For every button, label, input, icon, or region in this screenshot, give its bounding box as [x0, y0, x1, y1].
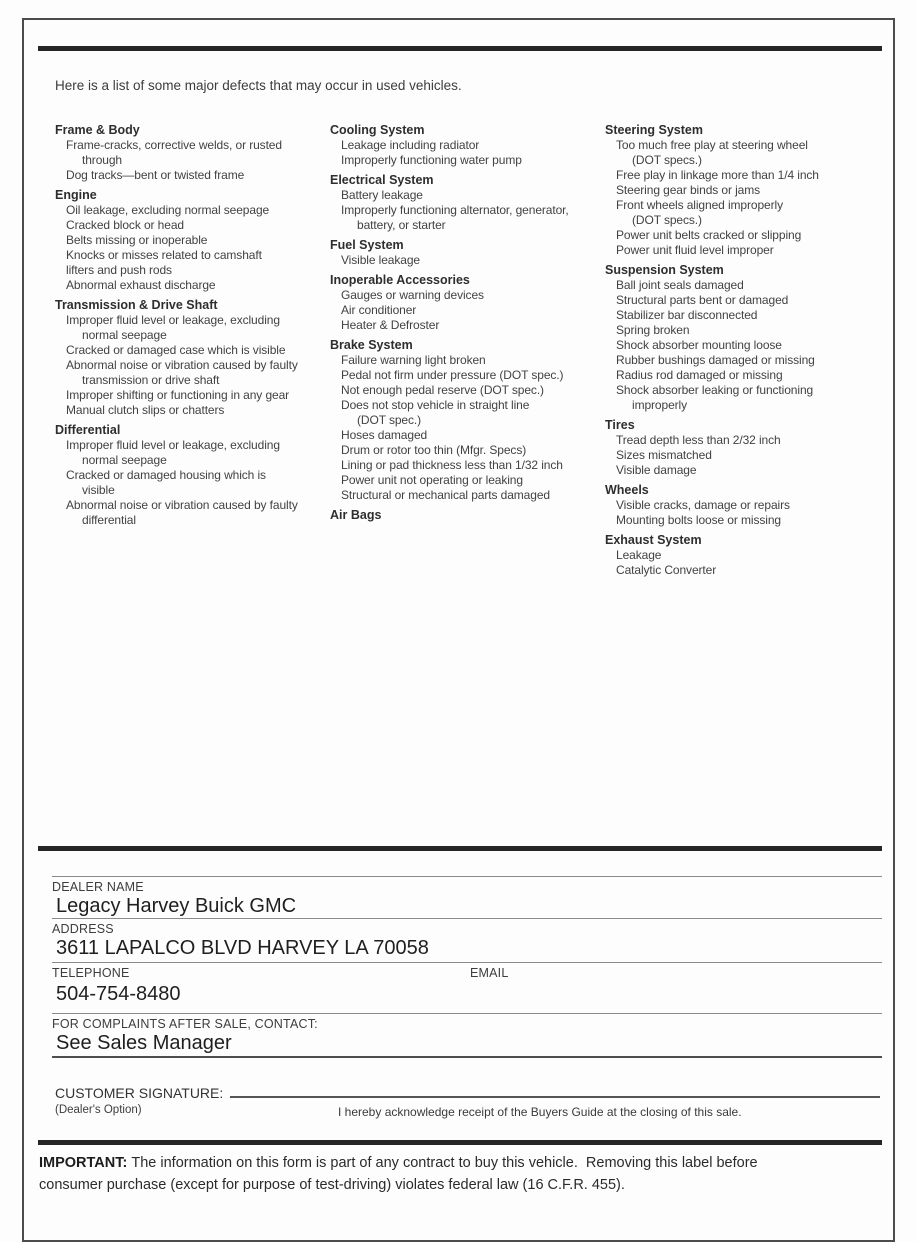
- defect-item-line: Spring broken: [616, 323, 690, 337]
- defect-item-line: through: [82, 153, 122, 167]
- defect-item-line: normal seepage: [82, 328, 167, 342]
- defect-section-title: Wheels: [605, 483, 649, 497]
- defect-section: [330, 123, 605, 168]
- defect-section-title: Steering System: [605, 123, 703, 137]
- defect-item-line: transmission or drive shaft: [82, 373, 220, 387]
- defect-item-line: Battery leakage: [341, 188, 423, 202]
- defect-section: [605, 533, 880, 578]
- defect-section-title: Inoperable Accessories: [330, 273, 470, 287]
- defect-section-title: Brake System: [330, 338, 413, 352]
- defect-item-line: Structural or mechanical parts damaged: [341, 488, 550, 502]
- defect-section-title: Fuel System: [330, 238, 404, 252]
- defect-section: [55, 423, 330, 528]
- form-top-thick-rule: [38, 846, 882, 851]
- defect-item-line: Rubber bushings damaged or missing: [616, 353, 815, 367]
- telephone-field: [52, 962, 882, 1013]
- defect-item-line: (DOT specs.): [632, 153, 702, 167]
- top-thick-rule: [38, 46, 882, 51]
- defect-item-line: Steering gear binds or jams: [616, 183, 761, 197]
- defects-list: [55, 123, 880, 578]
- defect-item-line: Hoses damaged: [341, 428, 428, 442]
- customer-signature-label: CUSTOMER SIGNATURE:: [55, 1085, 224, 1101]
- dealer-name-label: DEALER NAME: [52, 880, 144, 894]
- signature-line: [230, 1095, 880, 1098]
- defect-section-title: Frame & Body: [55, 123, 140, 137]
- defect-item-line: Too much free play at steering wheel: [616, 138, 808, 152]
- defect-item-line: Pedal not firm under pressure (DOT spec.): [341, 368, 564, 382]
- defect-item-line: Catalytic Converter: [616, 563, 717, 577]
- defect-section: [605, 263, 880, 413]
- important-label: IMPORTANT:: [39, 1155, 128, 1171]
- complaints-contact-value: See Sales Manager: [56, 1032, 232, 1054]
- important-notice: [39, 1152, 882, 1196]
- defect-section: [330, 173, 605, 233]
- defect-section-title: Air Bags: [330, 508, 382, 522]
- dealer-name-field: [52, 876, 882, 918]
- email-label: EMAIL: [470, 966, 509, 980]
- defect-item-line: Improperly functioning alternator, generator,: [341, 203, 569, 217]
- defect-item-line: Visible cracks, damage or repairs: [616, 498, 790, 512]
- defect-section: [55, 123, 330, 183]
- defect-item-line: Leakage: [616, 548, 662, 562]
- defect-item-line: Radius rod damaged or missing: [616, 368, 783, 382]
- defect-item-line: Manual clutch slips or chatters: [66, 403, 225, 417]
- defect-item-line: Abnormal noise or vibration caused by faulty: [66, 498, 298, 512]
- dealers-option-label: (Dealer's Option): [55, 1104, 142, 1116]
- defect-item-line: Cracked block or head: [66, 218, 184, 232]
- defect-item-line: Cracked or damaged housing which is: [66, 468, 266, 482]
- defect-item-line: Drum or rotor too thin (Mfgr. Specs): [341, 443, 527, 457]
- defect-item-line: Structural parts bent or damaged: [616, 293, 789, 307]
- defect-item-line: Air conditioner: [341, 303, 417, 317]
- defect-item-line: Mounting bolts loose or missing: [616, 513, 781, 527]
- defect-item-line: Power unit fluid level improper: [616, 243, 774, 257]
- defect-item-line: Power unit belts cracked or slipping: [616, 228, 802, 242]
- defect-item-line: Knocks or misses related to camshaft: [66, 248, 262, 262]
- defect-item-line: visible: [82, 483, 115, 497]
- defect-item-line: Cracked or damaged case which is visible: [66, 343, 286, 357]
- defect-item-line: Lining or pad thickness less than 1/32 inch: [341, 458, 563, 472]
- defect-section-title: Transmission & Drive Shaft: [55, 298, 218, 312]
- telephone-value: 504-754-8480: [56, 983, 181, 1005]
- defect-item-line: (DOT spec.): [357, 413, 422, 427]
- defect-item-line: differential: [82, 513, 136, 527]
- defect-item-line: improperly: [632, 398, 688, 412]
- defect-section-title: Exhaust System: [605, 533, 702, 547]
- defect-item-line: Tread depth less than 2/32 inch: [616, 433, 781, 447]
- defect-item-line: Belts missing or inoperable: [66, 233, 208, 247]
- address-label: ADDRESS: [52, 922, 114, 936]
- defect-item-line: (DOT specs.): [632, 213, 702, 227]
- defect-item-line: Dog tracks—bent or twisted frame: [66, 168, 245, 182]
- defect-section-title: Differential: [55, 423, 121, 437]
- defect-section: [605, 123, 880, 258]
- defects-column: [605, 123, 880, 578]
- defects-column: [55, 123, 330, 578]
- defect-section-title: Engine: [55, 188, 97, 202]
- important-thick-rule: [38, 1140, 882, 1145]
- defect-section: [330, 273, 605, 333]
- address-field: [52, 918, 882, 962]
- defect-item-line: Oil leakage, excluding normal seepage: [66, 203, 270, 217]
- defect-item-line: Heater & Defroster: [341, 318, 440, 332]
- defect-item-line: Free play in linkage more than 1/4 inch: [616, 168, 819, 182]
- defect-item-line: battery, or starter: [357, 218, 446, 232]
- defect-section-title: Electrical System: [330, 173, 434, 187]
- defect-item-line: Ball joint seals damaged: [616, 278, 744, 292]
- defect-item-line: Leakage including radiator: [341, 138, 480, 152]
- complaints-contact-field: [52, 1013, 882, 1058]
- defect-item-line: Frame-cracks, corrective welds, or rusted: [66, 138, 282, 152]
- defect-item-line: Does not stop vehicle in straight line: [341, 398, 530, 412]
- acknowledgement-text: I hereby acknowledge receipt of the Buyers Guide at the closing of this sale.: [338, 1105, 742, 1119]
- defect-item-line: Shock absorber mounting loose: [616, 338, 782, 352]
- defect-item-line: Abnormal noise or vibration caused by faulty: [66, 358, 298, 372]
- defect-section: [55, 298, 330, 418]
- defect-section: [330, 508, 605, 523]
- defect-section: [605, 418, 880, 478]
- defect-section: [605, 483, 880, 528]
- customer-signature-row: [55, 1085, 880, 1101]
- telephone-label: TELEPHONE: [52, 966, 130, 980]
- important-line1: The information on this form is part of any contract to buy this vehicle. Removing this label before: [127, 1155, 758, 1171]
- defect-item-line: Front wheels aligned improperly: [616, 198, 783, 212]
- defect-section: [55, 188, 330, 293]
- defect-item-line: lifters and push rods: [66, 263, 172, 277]
- defect-section: [330, 338, 605, 503]
- complaints-contact-label: FOR COMPLAINTS AFTER SALE, CONTACT:: [52, 1017, 318, 1031]
- defects-column: [330, 123, 605, 578]
- defect-item-line: Visible leakage: [341, 253, 421, 267]
- defect-item-line: Stabilizer bar disconnected: [616, 308, 758, 322]
- defect-item-line: Improperly functioning water pump: [341, 153, 522, 167]
- defect-section-title: Cooling System: [330, 123, 425, 137]
- defect-item-line: Improper fluid level or leakage, excluding: [66, 438, 280, 452]
- address-value: 3611 LAPALCO BLVD HARVEY LA 70058: [56, 937, 429, 959]
- important-line2: consumer purchase (except for purpose of test-driving) violates federal law (16 C.F.R. 455).: [39, 1177, 625, 1193]
- defect-item-line: Shock absorber leaking or functioning: [616, 383, 814, 397]
- intro-text: Here is a list of some major defects that may occur in used vehicles.: [55, 78, 462, 93]
- defect-item-line: Power unit not operating or leaking: [341, 473, 523, 487]
- signature-sub-row: [55, 1104, 880, 1119]
- defect-item-line: Visible damage: [616, 463, 697, 477]
- dealer-info-form: [52, 876, 882, 1058]
- defect-section-title: Suspension System: [605, 263, 724, 277]
- buyers-guide-back-page: [22, 18, 895, 1242]
- defect-item-line: Abnormal exhaust discharge: [66, 278, 216, 292]
- defect-item-line: Sizes mismatched: [616, 448, 712, 462]
- defect-item-line: Gauges or warning devices: [341, 288, 484, 302]
- defect-item-line: Improper fluid level or leakage, excluding: [66, 313, 280, 327]
- defect-item-line: normal seepage: [82, 453, 167, 467]
- defect-item-line: Not enough pedal reserve (DOT spec.): [341, 383, 544, 397]
- defect-section: [330, 238, 605, 268]
- defect-section-title: Tires: [605, 418, 635, 432]
- dealer-name-value: Legacy Harvey Buick GMC: [56, 895, 297, 917]
- defect-item-line: Improper shifting or functioning in any gear: [66, 388, 290, 402]
- defect-item-line: Failure warning light broken: [341, 353, 486, 367]
